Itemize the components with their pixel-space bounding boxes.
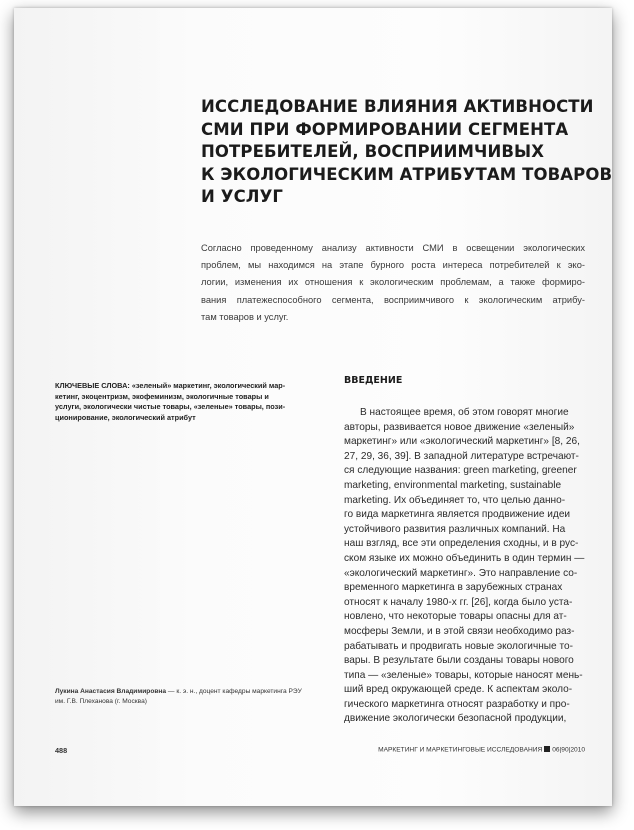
article-abstract [201,240,585,326]
keywords-line: кетинг, экоцентризм, экофеминизм, экологичные товары и [55,391,269,401]
abstract-line: вания платежеспособного сегмента, восприимчивого к экологическим атрибу- [201,294,585,305]
keywords-line: ционирование, экологический атрибут [55,412,196,422]
square-bullet-icon [544,746,550,752]
abstract-line: Согласно проведенному анализу активности СМИ в освещении экологических [201,243,585,253]
body-line: наш взгляд, все эти определения сходны, и в рус- [344,538,579,550]
issue-number: 06|90|2010 [552,746,585,754]
body-line: ший вред окружающей среде. К аспектам эколо- [344,684,573,696]
body-line: рабатывать и продвигать новые экологичные то- [344,640,573,652]
title-line: ПОТРЕБИТЕЛЕЙ, ВОСПРИИМЧИВЫХ [201,142,545,161]
body-line: движение экологически безопасной продукции, [344,713,567,725]
body-line: авторы, развивается новое движение «зеленый» [344,421,575,433]
section-heading: ВВЕДЕНИЕ [344,375,403,386]
body-line: 27, 29, 36, 39]. В западной литературе встречают- [344,450,579,462]
keywords-line [55,381,325,392]
running-footer [378,746,585,754]
keywords-label: КЛЮЧЕВЫЕ СЛОВА: [55,381,130,390]
title-line: СМИ ПРИ ФОРМИРОВАНИИ СЕГМЕНТА [201,119,569,139]
body-line: временного маркетинга в зарубежных странах [344,582,563,594]
abstract-line: проблем, мы находимся на этапе бурного роста интереса потребителей к эко- [201,260,585,271]
body-text [344,406,584,727]
title-line: И УСЛУГ [201,187,284,206]
body-line: marketing. Их объединяет то, что целью данно- [344,494,566,506]
keywords-block [55,381,325,423]
body-line: ся следующие названия: green marketing, greener [344,465,577,477]
body-line: типа — «зеленые» товары, которые наносят мень- [344,669,583,681]
body-line: относят к началу 1980-х гг. [26], когда было уста- [344,596,573,608]
abstract-line: логии, изменения их отношения к экологическим проблемам, а также формиро- [201,277,585,288]
body-line: marketing, environmental marketing, sustainable [344,479,562,491]
article-title [201,96,613,209]
author-line [55,687,335,697]
title-line: ИССЛЕДОВАНИЕ ВЛИЯНИЯ АКТИВНОСТИ [201,97,594,116]
page-number: 488 [55,746,68,755]
author-name: Лукина Анастасия Владимировна [55,688,167,695]
journal-name: МАРКЕТИНГ И МАРКЕТИНГОВЫЕ ИССЛЕДОВАНИЯ [378,746,543,754]
body-line: маркетинг» или «экологический маркетинг» [8, 26, [344,436,580,448]
body-line: устойчивого развития различных компаний. На [344,523,566,535]
body-line: «экологический маркетинг». Это направление со- [344,567,578,579]
author-info [55,687,335,707]
body-line: новлено, что некоторые товары опасны для ат- [344,611,567,623]
author-credentials: — к. э. н., доцент кафедры маркетинга РЭУ [166,688,302,695]
abstract-line: там товаров и услуг. [201,311,289,322]
body-line: мосферы Земли, и в этой связи необходимо раз- [344,625,575,637]
keywords-line: услуги, экологически чистые товары, «зеленые» товары, пози- [55,402,286,412]
keywords-text: «зеленый» маркетинг, экологический мар- [131,381,286,390]
body-line: вары. В результате были созданы товары нового [344,655,574,667]
body-line: В настоящее время, об этом говорят многие [360,407,569,418]
body-line: ском языке их можно объединить в один термин — [344,552,585,564]
title-line: К ЭКОЛОГИЧЕСКИМ АТРИБУТАМ ТОВАРОВ [201,164,613,184]
author-affiliation: им. Г.В. Плеханова (г. Москва) [55,698,147,705]
body-line: го вида маркетинга является продвижение идеи [344,509,571,521]
body-line: гического маркетинга относят разработку и про- [344,698,570,710]
